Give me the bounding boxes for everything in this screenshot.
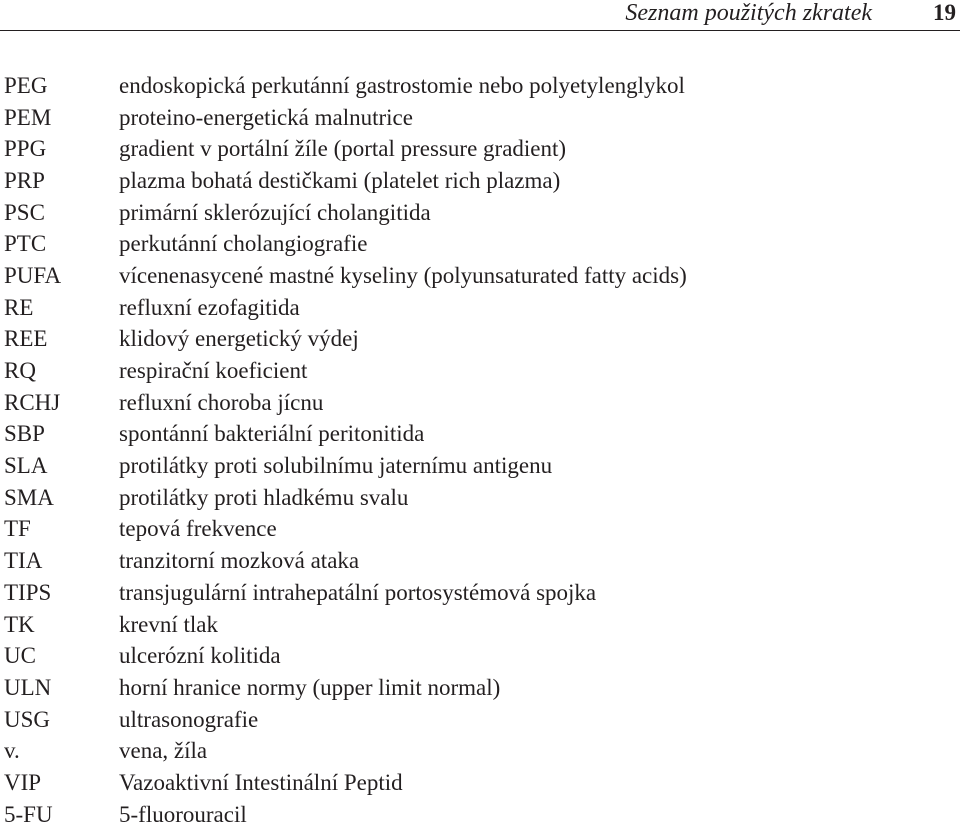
abbreviation-meaning: tranzitorní mozková ataka [119,548,360,574]
abbreviation-entry [4,260,954,292]
abbreviation: PEM [4,104,52,130]
abbreviation-meaning: horní hranice normy (upper limit normal) [119,674,501,700]
abbreviation-entry [4,197,954,229]
abbreviation-entry [4,102,954,134]
abbreviation-meaning: proteino-energetická malnutrice [119,104,413,130]
abbreviation-entry [4,704,954,736]
abbreviation-meaning: protilátky proti hladkému svalu [119,484,409,510]
abbreviation-entry [4,450,954,482]
abbreviation-entry [4,228,954,260]
abbreviation: PTC [4,231,47,257]
abbreviation: UC [4,643,36,669]
abbreviation-meaning: ultrasonografie [119,706,259,732]
abbreviation: USG [4,706,51,732]
abbreviation-entry [4,419,954,451]
abbreviation: PEG [4,72,48,98]
abbreviation: SLA [4,453,48,479]
abbreviation-meaning: gradient v portální žíle (portal pressure gradient) [119,136,567,162]
abbreviation-meaning: primární sklerózující cholangitida [119,199,431,225]
abbreviation-entry [4,355,954,387]
abbreviation: ULN [4,674,52,700]
abbreviation-meaning: refluxní ezofagitida [119,294,300,320]
abbreviation-meaning: plazma bohatá destičkami (platelet rich plazma) [119,167,561,193]
abbreviation-meaning: refluxní choroba jícnu [119,389,324,415]
running-header-title: Seznam použitých zkratek [625,0,872,26]
abbreviation: VIP [4,769,42,795]
abbreviation-meaning: ulcerózní kolitida [119,643,281,669]
abbreviation-meaning: Vazoaktivní Intestinální Peptid [119,769,403,795]
abbreviation-entry [4,292,954,324]
abbreviation: v. [4,738,20,764]
abbreviation-meaning: krevní tlak [119,611,218,637]
abbreviation-meaning: transjugulární intrahepatální portosystémová spojka [119,579,597,605]
abbreviation: PRP [4,167,45,193]
page-number: 19 [933,0,956,25]
abbreviation: REE [4,326,48,352]
abbreviation-entry [4,70,954,102]
abbreviation-entry [4,324,954,356]
abbreviation-entry [4,482,954,514]
abbreviation: SBP [4,421,45,447]
abbreviation-meaning: perkutánní cholangiografie [119,231,368,257]
abbreviation-meaning: vícenenasycené mastné kyseliny (polyunsaturated fatty acids) [119,262,687,288]
abbreviation-entry [4,514,954,546]
abbreviation-meaning: endoskopická perkutánní gastrostomie nebo polyetylenglykol [119,72,685,98]
abbreviation: PSC [4,199,45,225]
abbreviation: PUFA [4,262,62,288]
abbreviation-list [4,70,954,831]
abbreviation-meaning: tepová frekvence [119,516,277,542]
abbreviation-entry [4,799,954,831]
abbreviation-entry [4,165,954,197]
abbreviation-meaning: protilátky proti solubilnímu jaternímu antigenu [119,453,553,479]
abbreviation: TF [4,516,31,542]
abbreviation-entry [4,735,954,767]
abbreviation: RQ [4,358,36,384]
abbreviation-entry [4,640,954,672]
abbreviation-entry [4,545,954,577]
abbreviation: TK [4,611,35,637]
header-rule [0,30,960,31]
abbreviation: RCHJ [4,389,61,415]
abbreviation: TIA [4,548,43,574]
abbreviation-entry [4,767,954,799]
abbreviation-entry [4,609,954,641]
abbreviation-meaning: klidový energetický výdej [119,326,359,352]
abbreviation: 5-FU [4,801,53,827]
abbreviation: TIPS [4,579,52,605]
abbreviation-entry [4,672,954,704]
abbreviation-meaning: 5-fluorouracil [119,801,247,827]
page-header [0,0,960,32]
abbreviation: SMA [4,484,54,510]
abbreviation-meaning: spontánní bakteriální peritonitida [119,421,425,447]
abbreviation-entry [4,577,954,609]
abbreviation-meaning: vena, žíla [119,738,208,764]
abbreviation-meaning: respirační koeficient [119,358,308,384]
abbreviation: RE [4,294,34,320]
abbreviation-entry [4,387,954,419]
abbreviation-entry [4,133,954,165]
abbreviation: PPG [4,136,47,162]
